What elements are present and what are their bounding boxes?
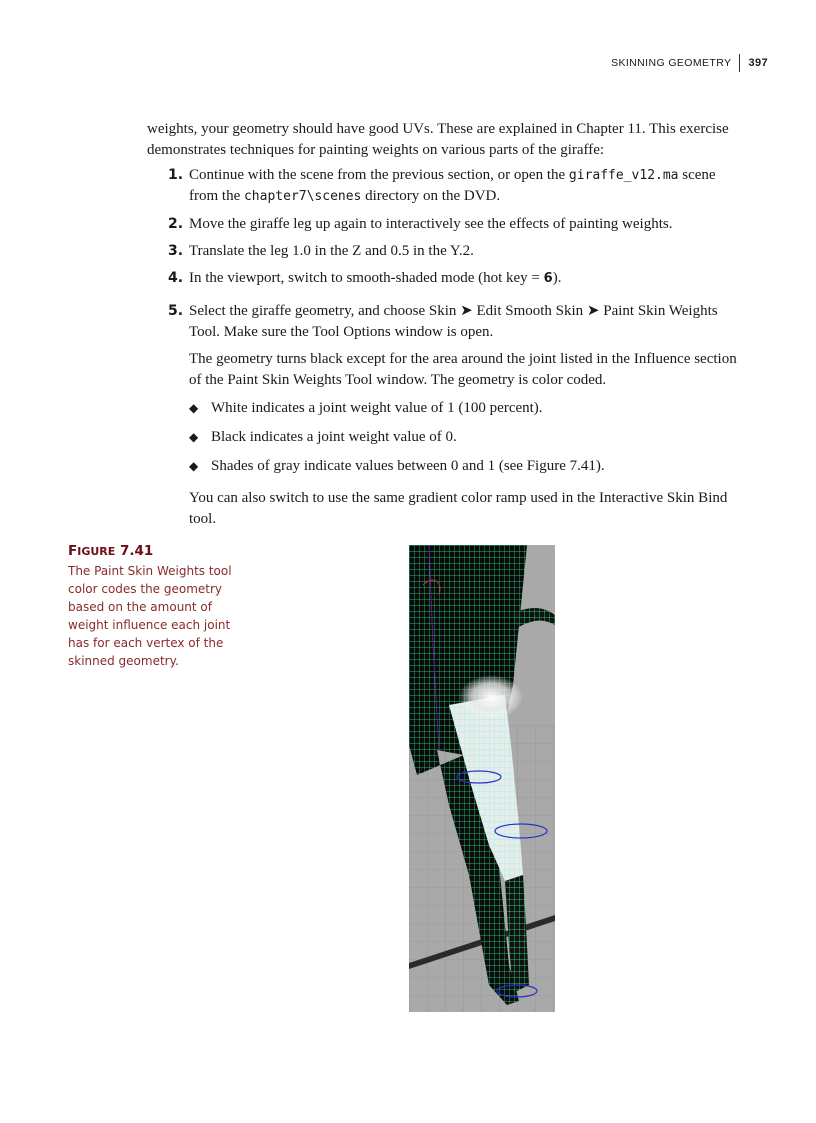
giraffe-leg-figure bbox=[409, 545, 555, 1012]
bullet-item bbox=[189, 456, 729, 477]
step-text: Translate the leg 1.0 in the Z and 0.5 in the Y.2. bbox=[189, 243, 474, 259]
step-text: In the viewport, switch to smooth-shaded mode (hot key = 6). bbox=[189, 270, 562, 286]
figure-label: FIGURE 7.41 bbox=[68, 543, 154, 559]
page-number: 397 bbox=[748, 57, 768, 69]
running-header bbox=[611, 54, 768, 72]
giraffe-leg-render bbox=[409, 545, 555, 1012]
step-number: 3. bbox=[168, 243, 184, 259]
diamond-bullet-icon: ◆ bbox=[189, 430, 199, 444]
step-text: Select the giraffe geometry, and choose Skin ➤ Edit Smooth Skin ➤ Paint Skin Weights Tool. Make sure the Tool Options window is open. bbox=[189, 303, 718, 340]
step-number: 2. bbox=[168, 216, 184, 232]
step-1 bbox=[168, 165, 748, 207]
step-text: Continue with the scene from the previous section, or open the giraffe_v12.ma scene from the chapter7\scenes directory on the DVD. bbox=[189, 167, 716, 204]
intro-paragraph: weights, your geometry should have good UVs. These are explained in Chapter 11. This exercise demonstrates techniques for painting weights on various parts of the giraffe: bbox=[147, 121, 729, 158]
scene-directory: chapter7\scenes bbox=[243, 189, 362, 204]
step-text: Move the giraffe leg up again to interactively see the effects of painting weights. bbox=[189, 216, 673, 232]
diamond-bullet-icon: ◆ bbox=[189, 401, 199, 415]
step-number: 1. bbox=[168, 167, 184, 183]
bullet-item bbox=[189, 427, 729, 448]
bullet-text: White indicates a joint weight value of 1 (100 percent). bbox=[211, 400, 543, 416]
hot-key: 6 bbox=[543, 271, 553, 286]
step-number: 4. bbox=[168, 270, 184, 286]
scene-filename: giraffe_v12.ma bbox=[568, 168, 679, 183]
bullet-text: Black indicates a joint weight value of 0. bbox=[211, 429, 457, 445]
diamond-bullet-icon: ◆ bbox=[189, 459, 199, 473]
step-5 bbox=[168, 301, 748, 343]
figure-caption bbox=[68, 542, 243, 670]
gradient-ramp-paragraph: You can also switch to use the same gradient color ramp used in the Interactive Skin Bind tool. bbox=[189, 490, 728, 527]
bullet-item bbox=[189, 398, 729, 419]
figure-caption-text: The Paint Skin Weights tool color codes the geometry based on the amount of weight influence each joint has for each vertex of the skinned geometry. bbox=[68, 564, 232, 668]
step-number: 5. bbox=[168, 303, 184, 319]
section-title: SKINNING GEOMETRY bbox=[611, 54, 740, 72]
color-coding-paragraph: The geometry turns black except for the area around the joint listed in the Influence section of the Paint Skin Weights Tool window. The geometry is color coded. bbox=[189, 351, 737, 388]
step-4 bbox=[168, 268, 748, 289]
bullet-text: Shades of gray indicate values between 0 and 1 (see Figure 7.41). bbox=[211, 458, 605, 474]
step-3 bbox=[168, 241, 748, 262]
step-2 bbox=[168, 214, 748, 235]
